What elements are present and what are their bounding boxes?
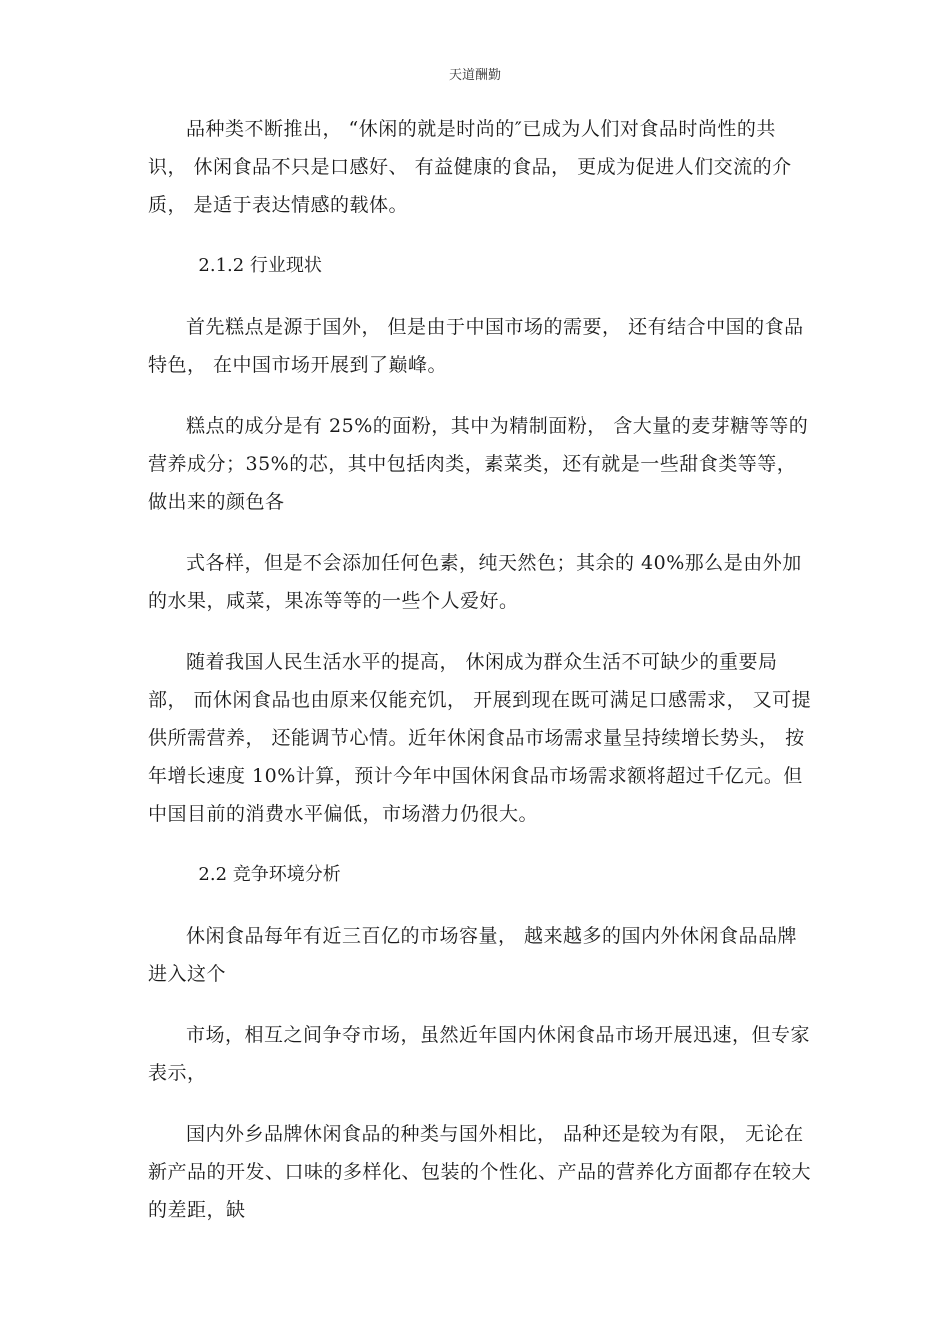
paragraph: 随着我国人民生活水平的提高， 休闲成为群众生活不可缺少的重要局部， 而休闲食品也由原来仅能充饥， 开展到现在既可满足口感需求， 又可提供所需营养， 还能调节心情。近年休闲食品市场需求量呈持续增长势头， 按年增长速度 10%计算，预计今年中国休闲食品市场需求额将超过千亿元。但中国目前的消费水平偏低，市场潜力仍很大。 xyxy=(148,651,812,825)
section-heading: 2.2 竞争环境分析 xyxy=(198,864,341,885)
paragraph: 市场，相互之间争夺市场，虽然近年国内休闲食品市场开展迅速，但专家表示， xyxy=(148,1024,811,1084)
paragraph: 式各样，但是不会添加任何色素，纯天然色；其余的 40%那么是由外加的水果，咸菜，果冻等等的一些个人爱好。 xyxy=(148,552,802,612)
paragraph: 糕点的成分是有 25%的面粉，其中为精制面粉， 含大量的麦芽糖等等的营养成分；35%的芯，其中包括肉类，素菜类，还有就是一些甜食类等等，做出来的颜色各 xyxy=(148,415,809,513)
section-heading: 2.1.2 行业现状 xyxy=(198,255,322,276)
paragraph: 首先糕点是源于国外， 但是由于中国市场的需要， 还有结合中国的食品特色， 在中国市场开展到了巅峰。 xyxy=(148,316,804,376)
paragraph: 休闲食品每年有近三百亿的市场容量， 越来越多的国内外休闲食品品牌进入这个 xyxy=(148,925,798,985)
paragraph: 品种类不断推出， “休闲的就是时尚的″已成为人们对食品时尚性的共识， 休闲食品不只是口感好、 有益健康的食品， 更成为促进人们交流的介质， 是适于表达情感的载体。 xyxy=(148,118,792,216)
page-header: 天道酬勤 xyxy=(448,68,501,83)
paragraph: 国内外乡品牌休闲食品的种类与国外相比， 品种还是较为有限， 无论在新产品的开发、口味的多样化、包装的个性化、产品的营养化方面都存在较大的差距，缺 xyxy=(148,1123,812,1221)
document-body xyxy=(148,110,812,1252)
